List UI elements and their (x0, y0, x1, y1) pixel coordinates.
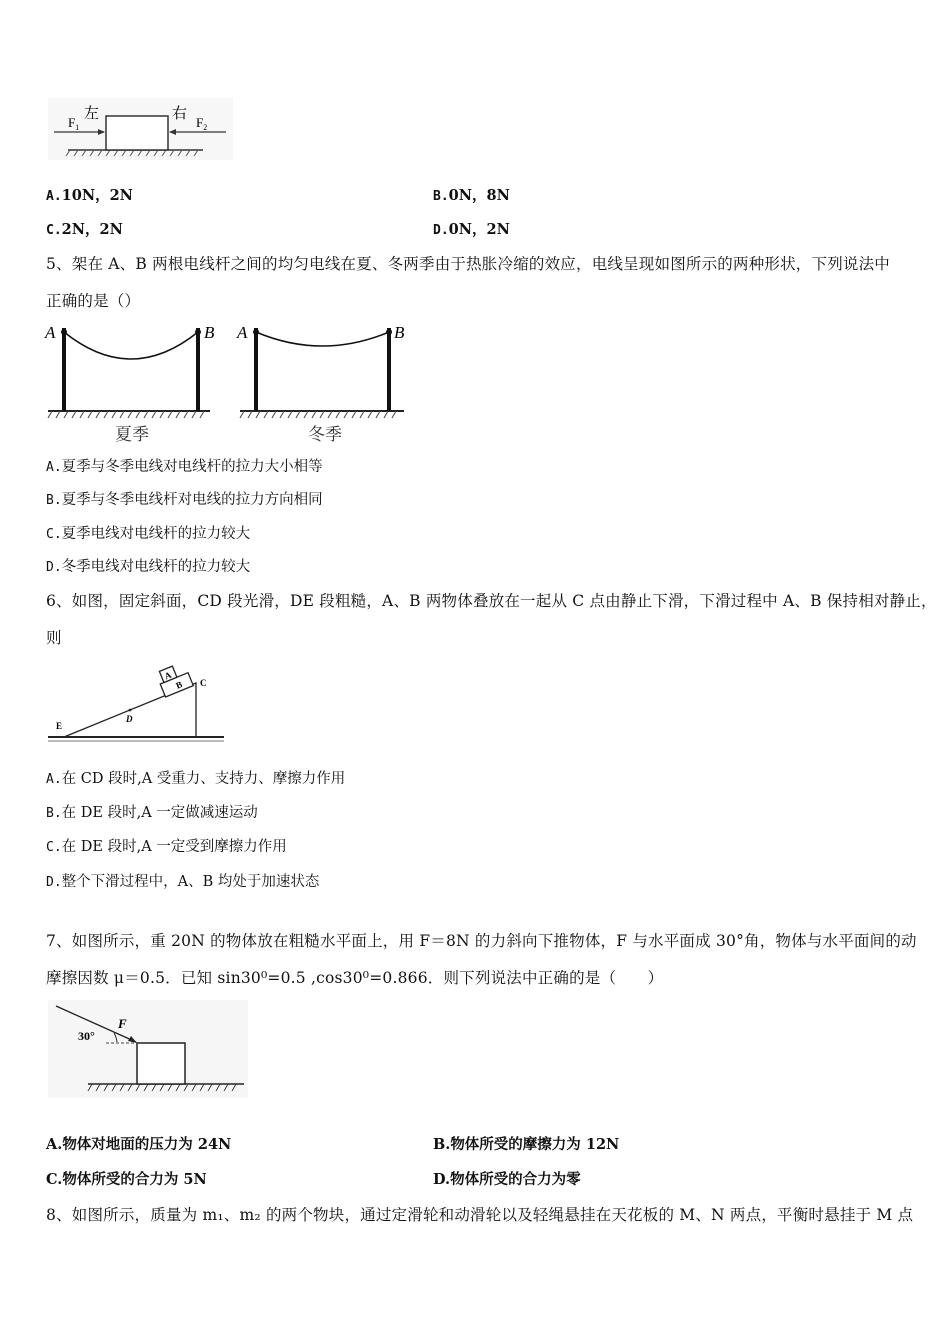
label-a: A (162, 669, 173, 682)
winter-caption: 冬季 (308, 425, 342, 444)
q4-option-d: D.0N，2N (433, 221, 510, 238)
q5-option-b: B.夏季与冬季电线杆对电线的拉力方向相同 (46, 492, 323, 508)
q4-option-c: C.2N，2N (46, 221, 123, 238)
q6-option-b: B.在 DE 段时,A 一定做减速运动 (46, 805, 258, 821)
right-label: 右 (172, 106, 188, 122)
q6-option-a: A.在 CD 段时,A 受重力、支持力、摩擦力作用 (46, 771, 346, 787)
label-b: B (174, 679, 184, 691)
q7-option-a: A.物体对地面的压力为 24N (46, 1136, 232, 1153)
q7-stem-line2: 摩擦因数 μ＝0.5．已知 sin30⁰=0.5 ,cos30⁰=0.866．则下列说法中正确的是（ ） (46, 969, 664, 987)
q6-stem-line2: 则 (46, 629, 62, 647)
summer-wire (64, 332, 198, 359)
q6-stem-line1: 6、如图，固定斜面，CD 段光滑，DE 段粗糙，A、B 两物体叠放在一起从 C 点由静止下滑，下滑过程中 A、B 保持相对静止， (46, 592, 937, 610)
summer-caption: 夏季 (115, 425, 149, 444)
f2-label: $F_2$ (196, 115, 208, 132)
left-label: 左 (84, 106, 100, 122)
winter-label-a: A (237, 323, 248, 342)
q8-stem-line1: 8、如图所示，质量为 m₁、m₂ 的两个物块，通过定滑轮和动滑轮以及轻绳悬挂在天花板的 M、N 两点，平衡时悬挂于 M 点 (46, 1206, 914, 1224)
angle-label: 30° (78, 1029, 95, 1043)
q5-option-c: C.夏季电线对电线杆的拉力较大 (46, 526, 251, 542)
label-d: D (126, 714, 133, 724)
summer-label-a: A (45, 323, 56, 342)
q6-option-c: C.在 DE 段时,A 一定受到摩擦力作用 (46, 839, 287, 855)
figure-q4-block (48, 98, 233, 160)
block (106, 116, 168, 150)
figure-q5-power-lines (42, 318, 414, 448)
q6-option-d: D.整个下滑过程中，A、B 均处于加速状态 (46, 874, 320, 890)
q7-stem-line1: 7、如图所示，重 20N 的物体放在粗糙水平面上，用 F＝8N 的力斜向下推物体，F 与水平面成 30°角，物体与水平面间的动 (46, 932, 917, 950)
f1-label: $F_1$ (68, 115, 80, 132)
figure-q7-push-block (48, 1000, 248, 1098)
q7-option-d: D.物体所受的合力为零 (433, 1171, 581, 1188)
label-c: C (200, 678, 207, 688)
block (137, 1043, 185, 1084)
summer-label-b: B (204, 323, 215, 342)
q5-option-a: A.夏季与冬季电线对电线杆的拉力大小相等 (46, 459, 323, 475)
winter-label-b: B (394, 323, 405, 342)
q4-option-a: A.10N，2N (46, 187, 133, 204)
winter-wire (256, 332, 389, 346)
q5-option-d: D.冬季电线对电线杆的拉力较大 (46, 559, 251, 575)
figure-q6-incline (44, 655, 229, 745)
q4-option-b: B.0N，8N (433, 187, 510, 204)
q5-stem-line2: 正确的是（） (46, 292, 141, 310)
q7-option-b: B.物体所受的摩擦力为 12N (433, 1136, 620, 1153)
q7-option-c: C.物体所受的合力为 5N (46, 1171, 207, 1188)
label-e: E (56, 721, 63, 731)
q5-stem-line1: 5、架在 A、B 两根电线杆之间的均匀电线在夏、冬两季由于热胀冷缩的效应，电线呈现如图所示的两种形状，下列说法中 (46, 255, 891, 273)
force-label: F (118, 1016, 127, 1031)
